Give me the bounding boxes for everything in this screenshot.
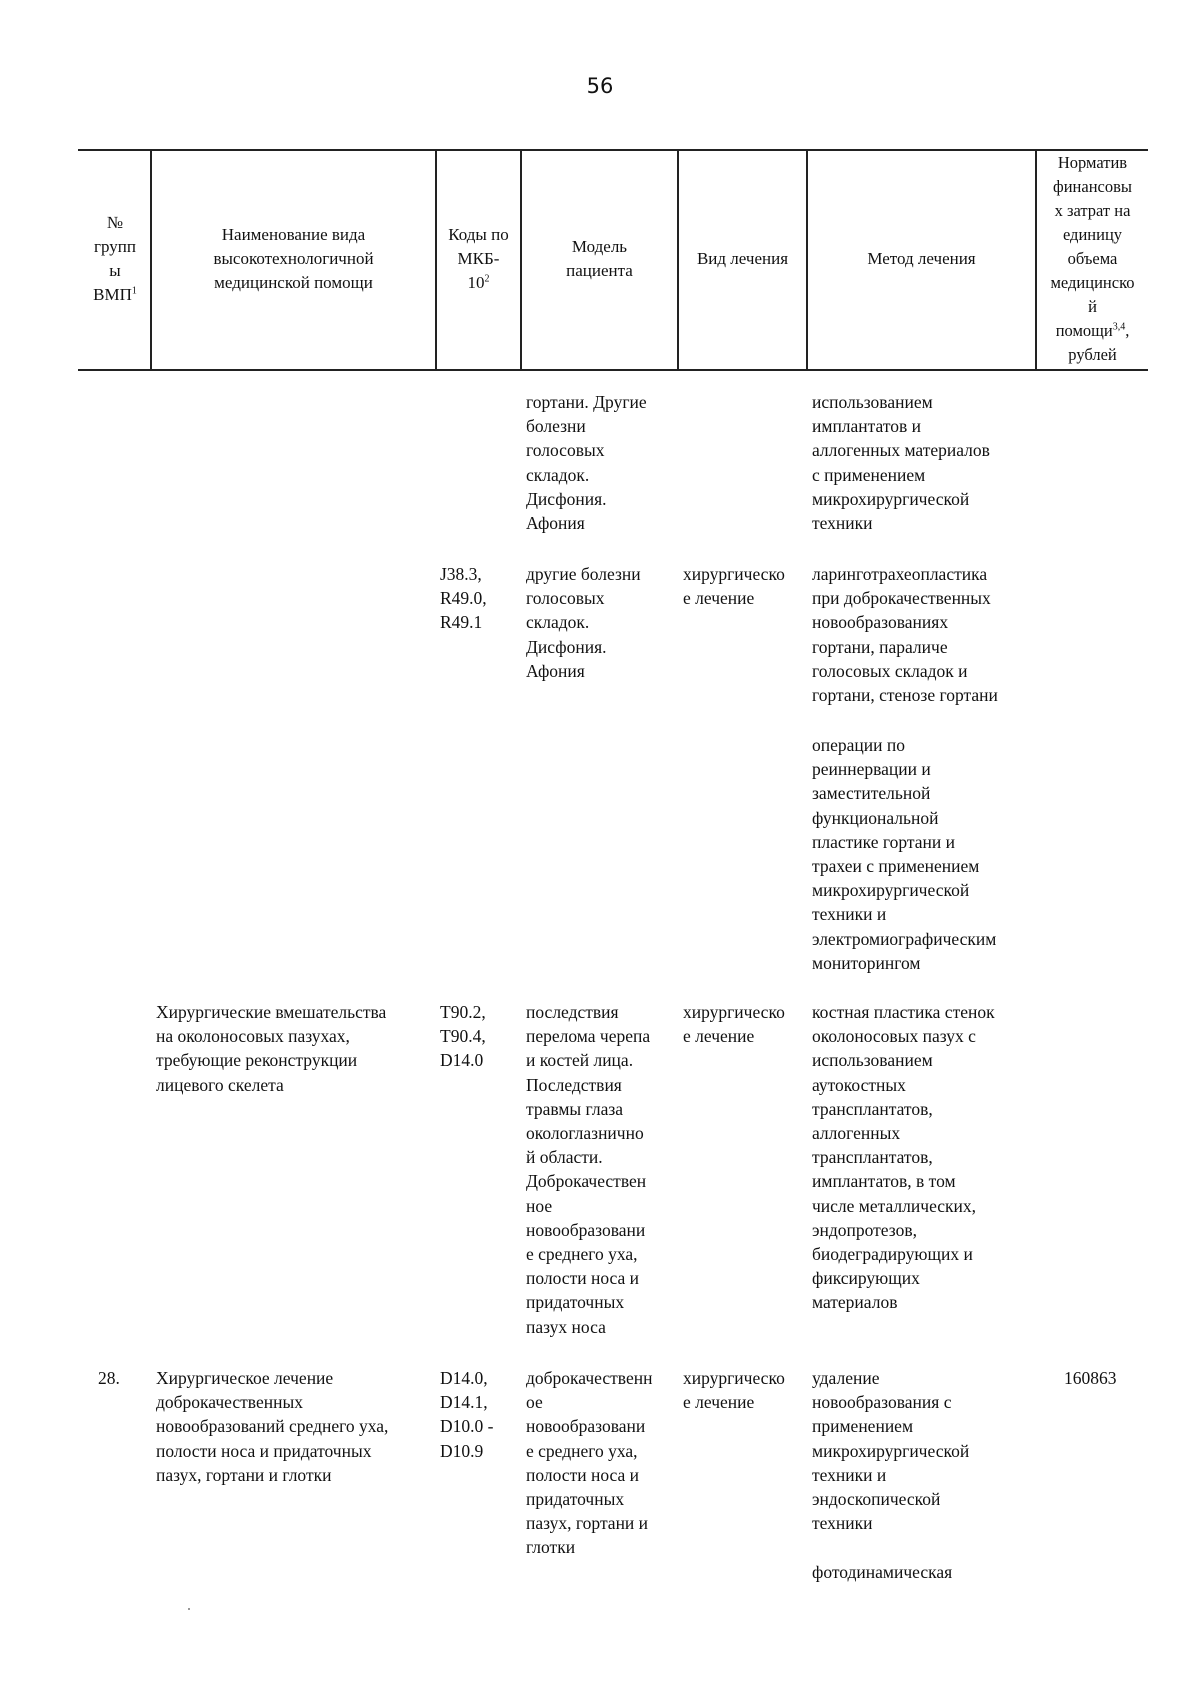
row-1-method: использованием имплантатов и аллогенных материалов с применением микрохирургической техники [812, 392, 990, 534]
header-bottom-border [78, 369, 1148, 371]
row-4-model: последствия перелома черепа и костей лица. Последствия травмы глаза окологлазнично й области. Доброкачествен ное новообразовани е среднего уха, полости носа и придаточных пазух носа [526, 1002, 651, 1337]
row-5-method: удаление новообразования с применением микрохирургической техники и эндоскопической техники [812, 1368, 970, 1534]
row-2-method: ларинготрахеопластика при доброкачественных новообразованиях гортани, параличе голосовых складок и гортани, стенозе гортани [812, 564, 998, 706]
row-6-method: фотодинамическая [812, 1562, 953, 1582]
row-5-type: хирургическо е лечение [683, 1368, 785, 1413]
row-2-type: хирургическо е лечение [683, 564, 785, 609]
row-1-model: гортани. Другие болезни голосовых складок. Дисфония. Афония [526, 392, 647, 534]
row-5-norm: 160863 [1064, 1368, 1117, 1388]
row-4-name: Хирургические вмешательства на околоносовых пазухах, требующие реконструкции лицевого скелета [156, 1002, 387, 1095]
page-number: 56 [586, 74, 614, 98]
scan-speck [188, 1608, 190, 1610]
header-method: Метод лечения [867, 249, 976, 268]
header-norm: Норматив финансовы х затрат на единицу объема медицинско й помощи$^{3,4}$, рублей [1050, 153, 1135, 364]
row-5-number: 28. [98, 1368, 120, 1388]
header-model: Модель пациента [566, 237, 633, 280]
row-2-codes: J38.3, R49.0, R49.1 [440, 564, 487, 633]
row-5-model: доброкачественн ое новообразовани е среднего уха, полости носа и придаточных пазух, гортани и глотки [526, 1368, 653, 1558]
row-2-model: другие болезни голосовых складок. Дисфония. Афония [526, 564, 641, 681]
header-codes: Коды по МКБ- $10^2$ [448, 225, 509, 292]
row-4-method: костная пластика стенок околоносовых пазух с использованием аутокостных трансплантатов, аллогенных трансплантатов, имплантатов, в том числе металлических, эндопротезов, биодеградирующих и фиксирующих материалов [812, 1002, 995, 1313]
row-3-method: операции по реиннервации и заместительной функциональной пластике гортани и трахеи с применением микрохирургической техники и электромиографическим мониторингом [812, 735, 997, 973]
row-4-codes: T90.2, T90.4, D14.0 [440, 1002, 486, 1071]
row-4-type: хирургическо е лечение [683, 1002, 785, 1047]
row-5-codes: D14.0, D14.1, D10.0 - D10.9 [440, 1368, 494, 1461]
header-name: Наименование вида высокотехнологичной медицинской помощи [213, 225, 374, 292]
row-5-name: Хирургическое лечение доброкачественных новообразований среднего уха, полости носа и придаточных пазух, гортани и глотки [156, 1368, 389, 1485]
header-group-number: № групп ы ВМП$^1$ [93, 213, 137, 304]
header-type: Вид лечения [696, 249, 789, 268]
